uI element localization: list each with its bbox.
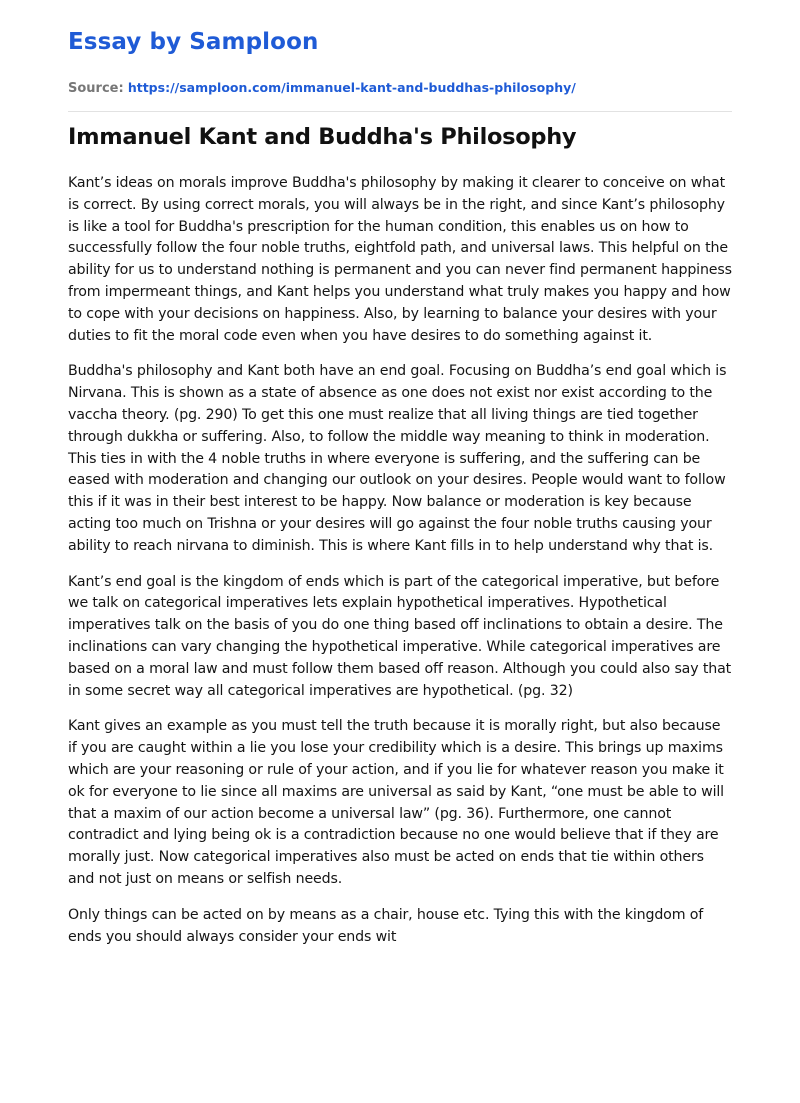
source-link[interactable]: https://samploon.com/immanuel-kant-and-buddhas-philosophy/: [127, 80, 576, 95]
article-body: [68, 173, 732, 962]
paragraph: Kant gives an example as you must tell the truth because it is morally right, but also because if you are caught within a lie you lose your credibility which is a desire. This brings up maxims which are your reasoning or rule of your action, and if you lie for whatever reason you make it ok for everyone to lie since all maxims are universal as said by Kant, “one must be able to will that a maxim of our action become a universal law” (pg. 36). Furthermore, one cannot contradict and lying being ok is a contradiction because no one would believe that if they are morally just. Now categorical imperatives also must be acted on ends that tie within others and not just on means or selfish needs.: [68, 718, 724, 887]
source-label: Source:: [68, 81, 124, 96]
paragraph: Buddha's philosophy and Kant both have an end goal. Focusing on Buddha’s end goal which is Nirvana. This is shown as a state of absence as one does not exist nor exist according to the vaccha theory. (pg. 290) To get this one must realize that all living things are tied together through dukkha or suffering. Also, to follow the middle way meaning to think in moderation. This ties in with the 4 noble truths in where everyone is suffering, and the suffering can be eased with moderation and changing our outlook on your desires. People would want to follow this if it was in their best interest to be happy. Now balance or moderation is key because acting too much on Trishna or your desires will go against the four noble truths causing your ability to reach nirvana to diminish. This is where Kant fills in to help understand why that is.: [68, 363, 727, 554]
brand-title: Essay by Samploon: [68, 29, 319, 55]
paragraph: Kant’s end goal is the kingdom of ends which is part of the categorical imperative, but before we talk on categorical imperatives lets explain hypothetical imperatives. Hypothetical imperatives talk on the basis of you do one thing based off inclinations to obtain a desire. The inclinations can vary changing the hypothetical imperative. While categorical imperatives are based on a moral law and must follow them based off reason. Although you could also say that in some secret way all categorical imperatives are hypothetical. (pg. 32): [68, 573, 732, 699]
header-divider: [68, 111, 732, 112]
article-title: Immanuel Kant and Buddha's Philosophy: [68, 124, 577, 150]
paragraph: Only things can be acted on by means as a chair, house etc. Tying this with the kingdom of ends you should always consider your ends wit: [68, 906, 704, 945]
source-line: [68, 80, 576, 96]
paragraph: Kant’s ideas on morals improve Buddha's philosophy by making it clearer to conceive on what is correct. By using correct morals, you will always be in the right, and since Kant’s philosophy is like a tool for Buddha's prescription for the human condition, this enables us on how to successfully follow the four noble truths, eightfold path, and universal laws. This helpful on the ability for us to understand nothing is permanent and you can never find permanent happiness from impermeant things, and Kant helps you understand what truly makes you happy and how to cope with your decisions on happiness. Also, by learning to balance your desires with your duties to fit the moral code even when you have desires to do something against it.: [68, 175, 732, 344]
